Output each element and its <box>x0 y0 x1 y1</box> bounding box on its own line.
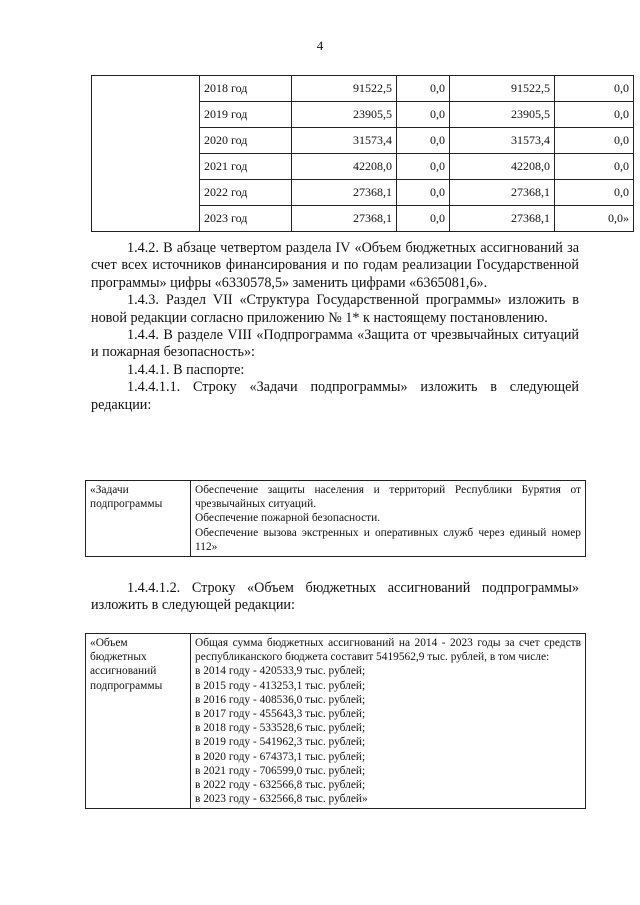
year-cell: 2019 год <box>200 102 292 128</box>
federal-cell: 0,0 <box>397 206 450 232</box>
republic-cell: 23905,5 <box>450 102 555 128</box>
budget-year-line: в 2022 году - 632566,8 тыс. рублей; <box>195 779 366 792</box>
year-cell: 2022 год <box>200 180 292 206</box>
amendment-text-block <box>91 240 579 414</box>
other-cell: 0,0 <box>555 76 634 102</box>
paragraph-1-4-4-1-1: 1.4.4.1.1. Строку «Задачи подпрограммы» изложить в следующей редакции: <box>91 379 579 413</box>
empty-label-cell <box>92 76 200 232</box>
federal-cell: 0,0 <box>397 180 450 206</box>
paragraph-1-4-4-1-2: 1.4.4.1.2. Строку «Объем бюджетных ассигнований подпрограммы» изложить в следующей редакции: <box>91 580 579 614</box>
total-cell: 91522,5 <box>292 76 397 102</box>
budget-year-line: в 2021 году - 706599,0 тыс. рублей; <box>195 764 366 777</box>
total-cell: 27368,1 <box>292 206 397 232</box>
other-cell: 0,0 <box>555 180 634 206</box>
table-row <box>86 634 586 809</box>
task-item: Обеспечение вызова экстренных и оперативных служб через единый номер 112» <box>195 526 581 553</box>
republic-cell: 91522,5 <box>450 76 555 102</box>
republic-cell: 31573,4 <box>450 128 555 154</box>
federal-cell: 0,0 <box>397 128 450 154</box>
total-cell: 27368,1 <box>292 180 397 206</box>
year-cell: 2020 год <box>200 128 292 154</box>
amendment-text-block-2 <box>91 580 579 615</box>
table-row <box>92 76 634 102</box>
budget-year-line: в 2014 году - 420533,9 тыс. рублей; <box>195 665 366 678</box>
total-cell: 31573,4 <box>292 128 397 154</box>
budget-year-line: в 2023 году - 632566,8 тыс. рублей» <box>195 793 368 806</box>
federal-cell: 0,0 <box>397 154 450 180</box>
year-cell: 2018 год <box>200 76 292 102</box>
budget-content <box>191 634 586 809</box>
other-cell: 0,0 <box>555 128 634 154</box>
budget-year-line: в 2018 году - 533528,6 тыс. рублей; <box>195 722 366 735</box>
tasks-content <box>191 481 586 557</box>
federal-cell: 0,0 <box>397 102 450 128</box>
paragraph-1-4-2: 1.4.2. В абзаце четвертом раздела IV «Объем бюджетных ассигнований за счет всех источников финансирования и по годам реализации Государственной программы» цифры «6330578,5» заменить цифрами «6365081,6». <box>91 240 579 291</box>
budget-year-line: в 2016 году - 408536,0 тыс. рублей; <box>195 693 366 706</box>
task-item: Обеспечение защиты населения и территорий Республики Бурятия от чрезвычайных ситуаций. <box>195 484 581 511</box>
paragraph-1-4-4: 1.4.4. В разделе VIII «Подпрограмма «Защита от чрезвычайных ситуаций и пожарная безопасность»: <box>91 327 579 361</box>
budget-year-line: в 2020 году - 674373,1 тыс. рублей; <box>195 750 366 763</box>
table-row <box>86 481 586 557</box>
year-cell: 2021 год <box>200 154 292 180</box>
other-cell: 0,0» <box>555 206 634 232</box>
budget-label: «Объем бюджетных ассигнований подпрограммы <box>86 634 191 809</box>
budget-year-line: в 2019 году - 541962,3 тыс. рублей; <box>195 736 366 749</box>
total-cell: 23905,5 <box>292 102 397 128</box>
year-cell: 2023 год <box>200 206 292 232</box>
tasks-label: «Задачи подпрограммы <box>86 481 191 557</box>
total-cell: 42208,0 <box>292 154 397 180</box>
tasks-table <box>85 480 586 557</box>
page-number: 4 <box>316 38 324 53</box>
budget-intro: Общая сумма бюджетных ассигнований на 2014 - 2023 годы за счет средств республиканского бюджета составит 5419562,9 тыс. рублей, в том числе: <box>195 637 581 664</box>
other-cell: 0,0 <box>555 154 634 180</box>
task-item: Обеспечение пожарной безопасности. <box>195 512 381 525</box>
federal-cell: 0,0 <box>397 76 450 102</box>
financing-table <box>91 75 634 232</box>
republic-cell: 27368,1 <box>450 180 555 206</box>
budget-year-line: в 2015 году - 413253,1 тыс. рублей; <box>195 679 366 692</box>
republic-cell: 27368,1 <box>450 206 555 232</box>
paragraph-1-4-3: 1.4.3. Раздел VII «Структура Государственной программы» изложить в новой редакции согласно приложению № 1* к настоящему постановлению. <box>91 292 579 326</box>
other-cell: 0,0 <box>555 102 634 128</box>
budget-table <box>85 633 586 809</box>
republic-cell: 42208,0 <box>450 154 555 180</box>
budget-year-line: в 2017 году - 455643,3 тыс. рублей; <box>195 708 366 721</box>
paragraph-1-4-4-1: 1.4.4.1. В паспорте: <box>127 361 245 378</box>
